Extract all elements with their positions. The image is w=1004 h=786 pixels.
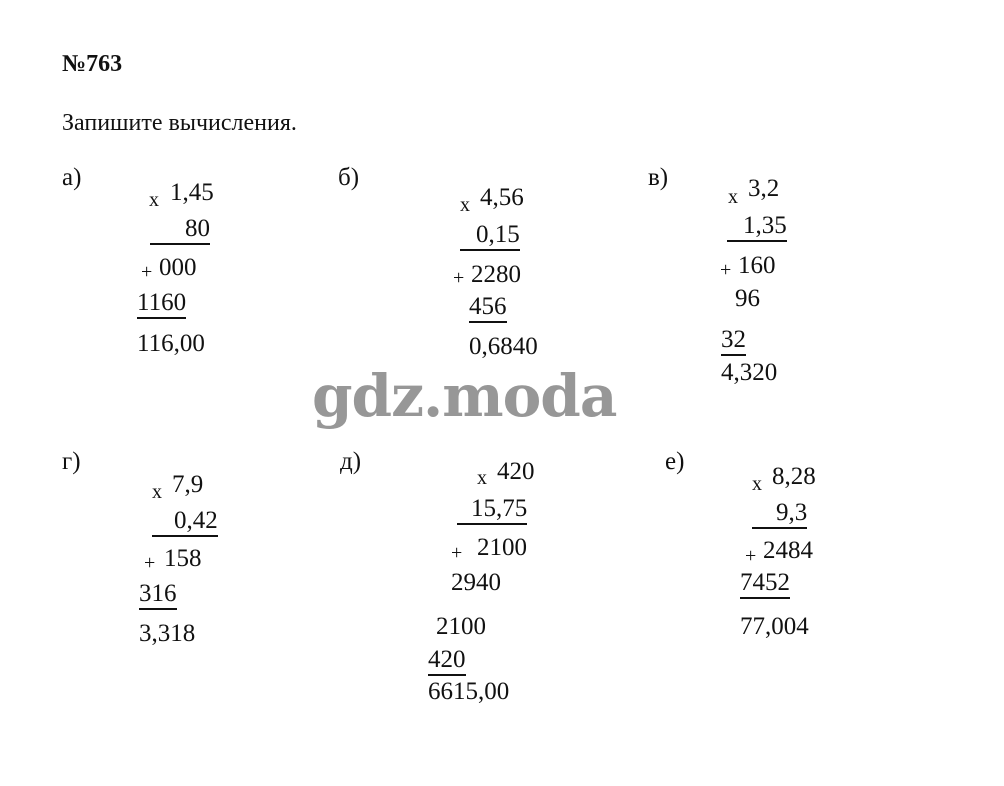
multiplier-v: 1,35 <box>727 213 787 242</box>
multiplier-d: 15,75 <box>457 496 527 525</box>
times-sign-g: х <box>152 481 162 503</box>
multiplier-a: 80 <box>150 216 210 245</box>
plus-sign-a: + <box>141 261 153 283</box>
partial-2-e: 7452 <box>740 570 790 599</box>
partial-1-g: 158 <box>164 545 202 572</box>
plus-sign-v: + <box>720 259 732 281</box>
multiplicand-a: 1,45 <box>170 179 214 206</box>
multiplier-e: 9,3 <box>752 500 807 529</box>
label-b: б) <box>338 164 360 191</box>
times-sign-v: х <box>728 186 738 208</box>
multiplicand-b: 4,56 <box>480 184 524 211</box>
result-a: 116,00 <box>137 330 205 357</box>
label-d: д) <box>340 448 362 475</box>
partial-2-b: 456 <box>469 294 507 323</box>
label-e: е) <box>665 448 685 475</box>
times-sign-d: х <box>477 467 487 489</box>
partial-1-d: 2100 <box>477 534 527 561</box>
result-g: 3,318 <box>139 620 196 647</box>
times-sign-e: х <box>752 473 762 495</box>
partial-2-v: 96 <box>735 285 760 312</box>
label-v: в) <box>648 164 669 191</box>
result-v: 4,320 <box>721 359 778 386</box>
partial-3-v: 32 <box>721 327 746 356</box>
plus-sign-e: + <box>745 545 757 567</box>
partial-1-e: 2484 <box>763 537 813 564</box>
result-e: 77,004 <box>740 613 809 640</box>
partial-2-a: 1160 <box>137 290 186 319</box>
result-b: 0,6840 <box>469 333 538 360</box>
plus-sign-d: + <box>451 542 463 564</box>
multiplicand-e: 8,28 <box>772 463 816 490</box>
multiplicand-g: 7,9 <box>172 471 204 498</box>
multiplier-g: 0,42 <box>152 508 218 537</box>
label-g: г) <box>62 448 81 475</box>
label-a: а) <box>62 164 82 191</box>
partial-1-b: 2280 <box>471 261 521 288</box>
instruction-text: Запишите вычисления. <box>62 110 297 136</box>
plus-sign-b: + <box>453 267 465 289</box>
multiplicand-v: 3,2 <box>748 175 780 202</box>
times-sign-b: х <box>460 194 470 216</box>
times-sign-a: х <box>149 189 159 211</box>
watermark-logo: gdz.moda <box>312 362 617 430</box>
partial-1-a: 000 <box>159 254 197 281</box>
partial-4-d: 420 <box>428 647 466 676</box>
partial-3-d: 2100 <box>436 613 486 640</box>
partial-2-g: 316 <box>139 581 177 610</box>
multiplicand-d: 420 <box>497 458 535 485</box>
partial-1-v: 160 <box>738 252 776 279</box>
plus-sign-g: + <box>144 552 156 574</box>
problem-number: №763 <box>62 51 123 77</box>
result-d: 6615,00 <box>428 678 510 705</box>
partial-2-d: 2940 <box>451 569 501 596</box>
multiplier-b: 0,15 <box>460 222 520 251</box>
